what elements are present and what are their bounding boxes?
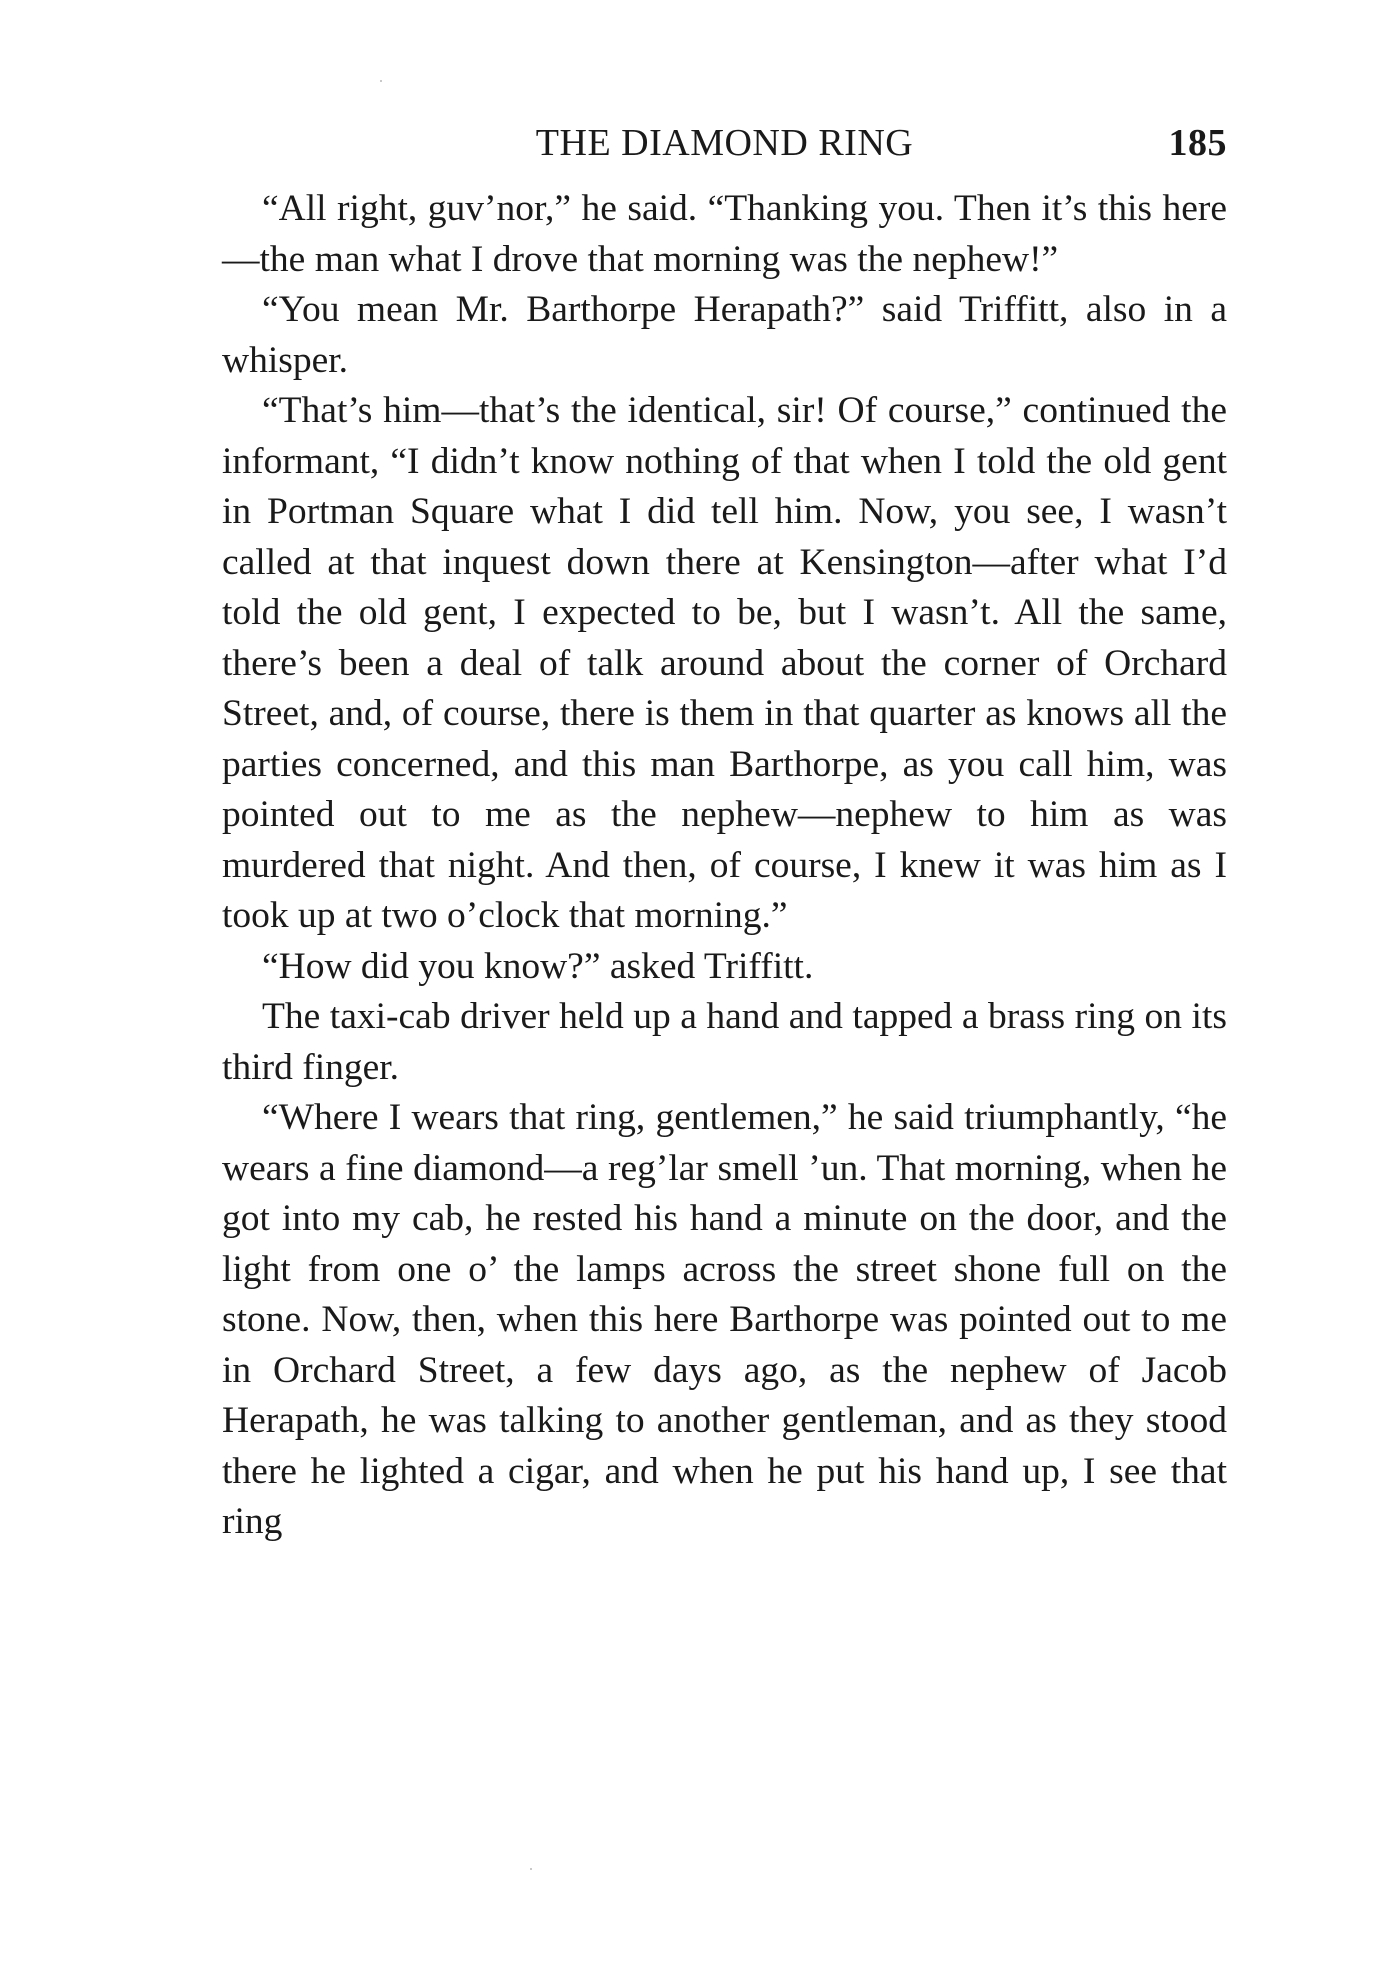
paper-speck xyxy=(380,80,382,82)
paragraph: “That’s him—that’s the identical, sir! Of course,” continued the informant, “I didn’t know nothing of that when I told the old gent in Portman Square what I did tell him. Now, you see, I wasn’t called at that inquest down there at Kensington—after what I’d told the old gent, I expected to be, but I wasn’t. All the same, there’s been a deal of talk around about the corner of Orchard Street, and, of course, there is them in that quarter as knows all the parties concerned, and this man Barthorpe, as you call him, was pointed out to me as the nephew—nephew to him as was murdered that night. And then, of course, I knew it was him as I took up at two o’clock that morning.” xyxy=(222,390,1227,936)
paragraph: “Where I wears that ring, gentlemen,” he said triumphantly, “he wears a fine diamond—a reg’lar smell ’un. That morning, when he got into my cab, he rested his hand a minute on the door, and the light from one o’ the lamps across the street shone full on the stone. Now, then, when this here Barthorpe was pointed out to me in Orchard Street, a few days ago, as the nephew of Jacob Herapath, he was talking to another gentleman, and as they stood there he lighted a cigar, and when he put his hand up, I see that ring xyxy=(222,1097,1227,1542)
paper-speck xyxy=(530,1868,532,1870)
paragraph: “How did you know?” asked Triffitt. xyxy=(262,945,814,987)
running-title: THE DIAMOND RING xyxy=(535,122,914,164)
paragraph: “You mean Mr. Barthorpe Herapath?” said Triffitt, also in a whisper. xyxy=(222,289,1227,381)
paragraph: The taxi-cab driver held up a hand and tapped a brass ring on its third finger. xyxy=(222,996,1227,1088)
page-number: 185 xyxy=(1168,122,1227,164)
body-text xyxy=(222,184,1227,1548)
paragraph: “All right, guv’nor,” he said. “Thanking you. Then it’s this here—the man what I drove that morning was the nephew!” xyxy=(222,188,1227,280)
running-head xyxy=(222,118,1227,168)
